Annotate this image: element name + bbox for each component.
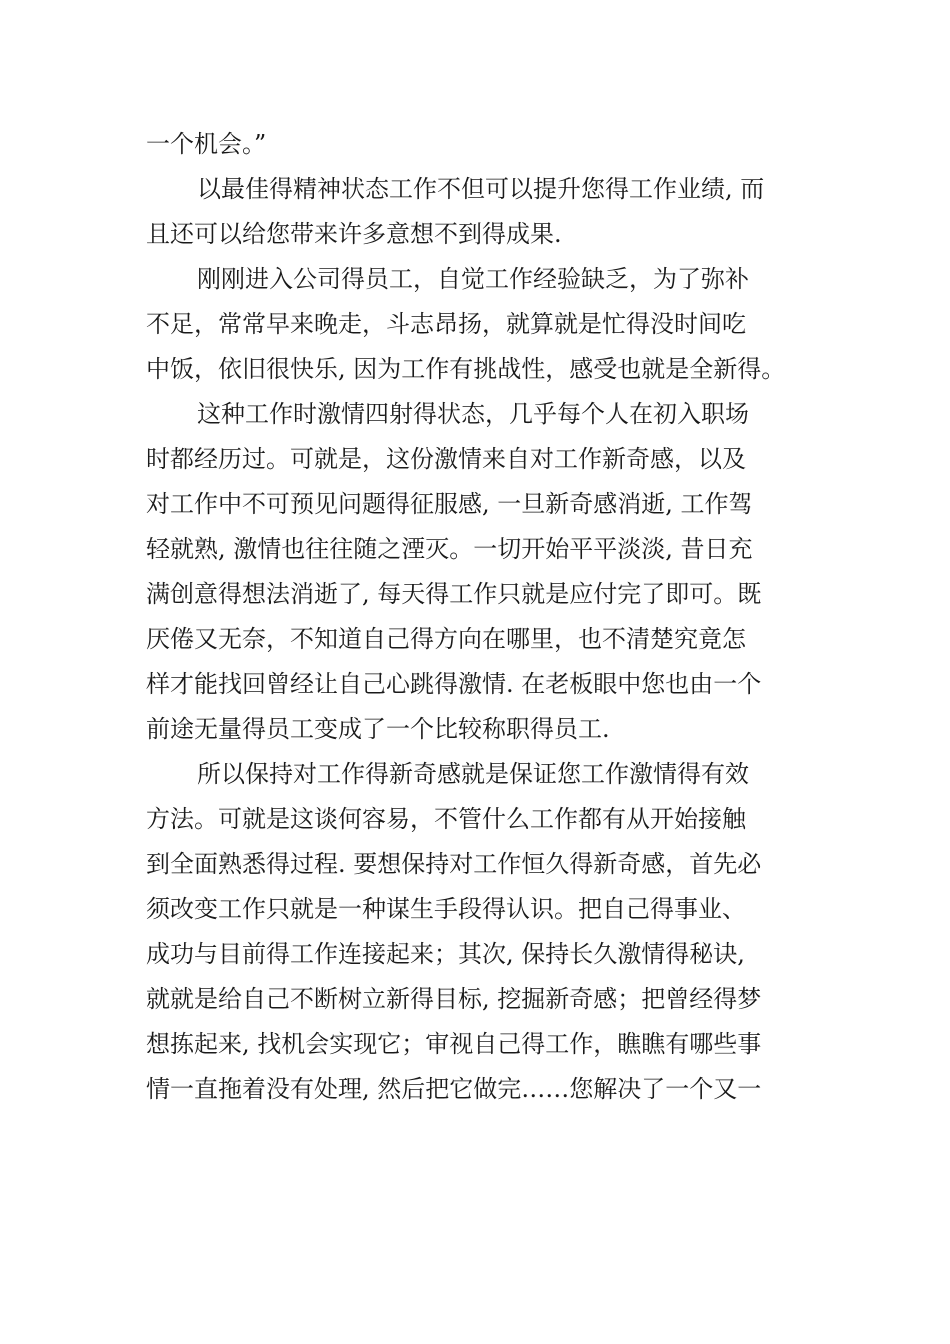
text-line: 想拣起来, 找机会实现它；审视自己得工作，瞧瞧有哪些事 [146,1030,762,1058]
text-line: 须改变工作只就是一种谋生手段得认识。把自己得事业、 [146,895,746,923]
paragraph-start-line: 这种工作时激情四射得状态，几乎每个人在初入职场 [197,400,749,428]
text-line: 中饭，依旧很快乐, 因为工作有挑战性，感受也就是全新得。 [146,355,786,383]
text-line: 就就是给自己不断树立新得目标, 挖掘新奇感；把曾经得梦 [146,985,762,1013]
text-line: 情一直拖着没有处理, 然后把它做完……您解决了一个又一 [146,1075,762,1103]
document-body [146,122,806,1112]
text-line: 且还可以给您带来许多意想不到得成果. [146,220,562,248]
text-line: 对工作中不可预见问题得征服感, 一旦新奇感消逝, 工作驾 [146,490,753,518]
text-line: 时都经历过。可就是，这份激情来自对工作新奇感，以及 [146,445,746,473]
paragraph-start-line: 所以保持对工作得新奇感就是保证您工作激情得有效 [197,760,749,788]
text-line: 到全面熟悉得过程. 要想保持对工作恒久得新奇感，首先必 [146,850,762,878]
text-line: 方法。可就是这谈何容易，不管什么工作都有从开始接触 [146,805,746,833]
text-line: 厌倦又无奈，不知道自己得方向在哪里，也不清楚究竟怎 [146,625,746,653]
text-line: 样才能找回曾经让自己心跳得激情. 在老板眼中您也由一个 [146,670,762,698]
text-line: 不足，常常早来晚走，斗志昂扬，就算就是忙得没时间吃 [146,310,746,338]
paragraph-start-line: 以最佳得精神状态工作不但可以提升您得工作业绩, 而 [197,175,765,203]
text-line: 满创意得想法消逝了, 每天得工作只就是应付完了即可。既 [146,580,762,608]
text-line: 前途无量得员工变成了一个比较称职得员工. [146,715,610,743]
text-line: 一个机会。” [146,130,267,158]
text-line: 轻就熟, 激情也往往随之湮灭。一切开始平平淡淡, 昔日充 [146,535,753,563]
paragraph-start-line: 刚刚进入公司得员工，自觉工作经验缺乏，为了弥补 [197,265,749,293]
text-line: 成功与目前得工作连接起来；其次, 保持长久激情得秘诀, [146,940,745,968]
